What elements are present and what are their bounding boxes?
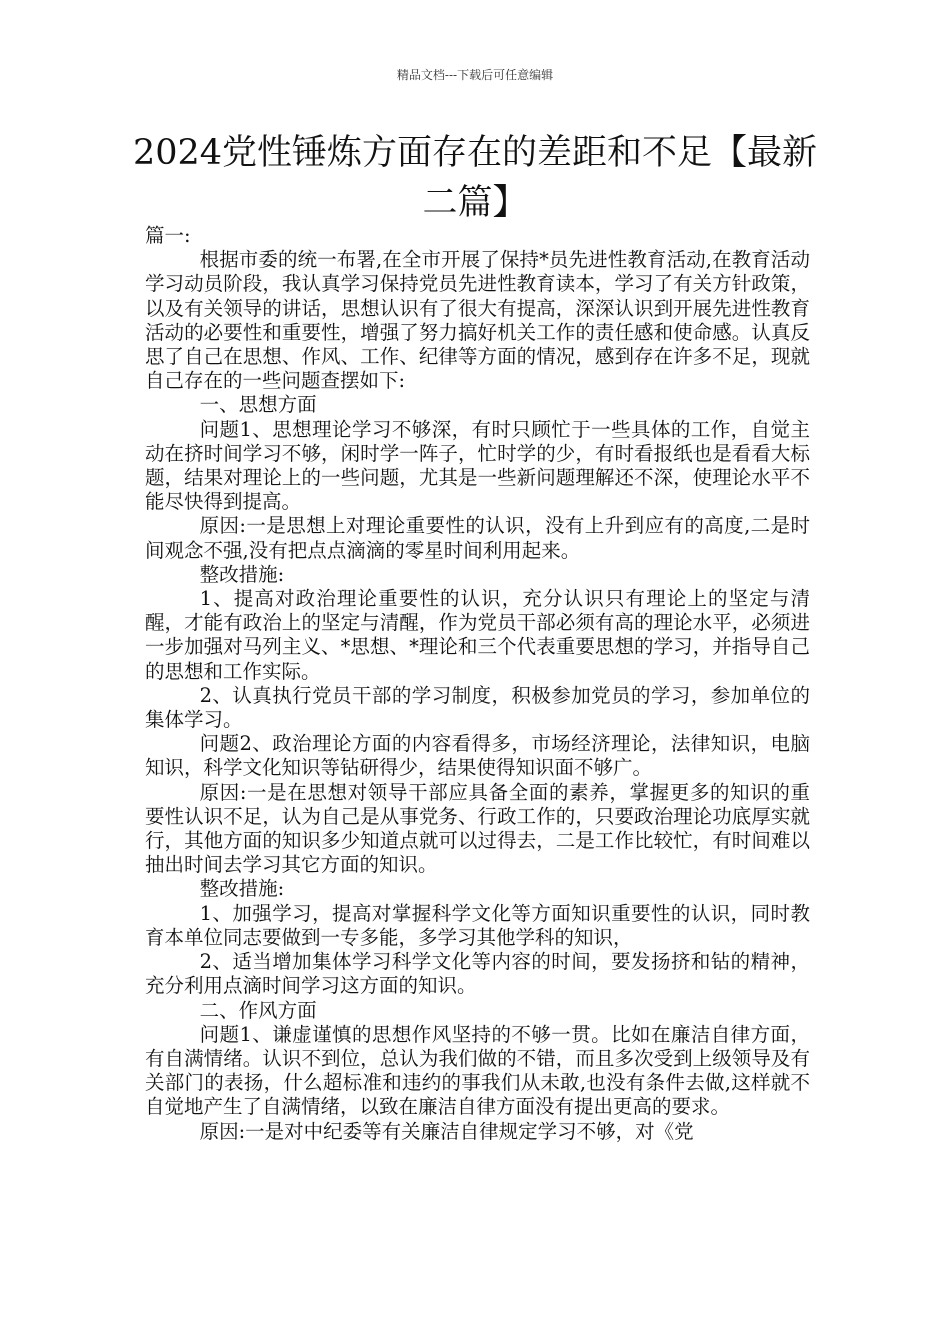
paragraph: 根据市委的统一布署,在全市开展了保持*员先进性教育活动,在教育活动学习动员阶段，我认真学习保持党员先进性教育读本，学习了有关方针政策，以及有关领导的讲话，思想认识有了很大有提高，深深认识到开展先进性教育活动的必要性和重要性，增强了努力搞好机关工作的责任感和使命感。认真反思了自己在思想、作风、工作、纪律等方面的情况，感到存在许多不足，现就自己存在的一些问题查摆如下: — [145, 248, 810, 393]
paragraph: 原因:一是对中纪委等有关廉洁自律规定学习不够，对《党 — [199, 1119, 694, 1143]
section-heading: 二、作风方面 — [199, 998, 317, 1022]
document-title: 2024党性锤炼方面存在的差距和不足【最新二篇】 — [132, 133, 818, 223]
paragraph: 问题1、思想理论学习不够深，有时只顾忙于一些具体的工作，自觉主动在挤时间学习不够，闲时学一阵子，忙时学的少，有时看报纸也是看看大标题，结果对理论上的一些问题，尤其是一些新问题理解还不深，使理论水平不能尽快得到提高。 — [145, 417, 810, 514]
section-heading: 一、思想方面 — [199, 393, 317, 417]
paragraph: 原因:一是思想上对理论重要性的认识，没有上升到应有的高度,二是时间观念不强,没有把点点滴滴的零星时间利用起来。 — [145, 514, 810, 562]
paragraph: 2、适当增加集体学习科学文化等内容的时间，要发扬挤和钻的精神，充分利用点滴时间学习这方面的知识。 — [145, 950, 810, 998]
paragraph: 2、认真执行党员干部的学习制度，积极参加党员的学习，参加单位的集体学习。 — [145, 683, 810, 732]
header-note: 精品文档---下载后可任意编辑 — [396, 68, 554, 82]
section-heading: 整改措施: — [199, 562, 285, 586]
section-label: 篇一: — [145, 224, 191, 247]
paragraph: 问题2、政治理论方面的内容看得多，市场经济理论，法律知识，电脑知识，科学文化知识等钻研得少，结果使得知识面不够广。 — [145, 732, 810, 780]
paragraph: 原因:一是在思想对领导干部应具备全面的素养，掌握更多的知识的重要性认识不足，认为自己是从事党务、行政工作的，只要政治理论功底厚实就行，其他方面的知识多少知道点就可以过得去，二是工作比较忙，有时间难以抽出时间去学习其它方面的知识。 — [145, 780, 810, 877]
document-body — [145, 224, 810, 1144]
paragraph: 1、加强学习，提高对掌握科学文化等方面知识重要性的认识，同时教育本单位同志要做到一专多能，多学习其他学科的知识， — [145, 901, 810, 949]
paragraph: 问题1、谦虚谨慎的思想作风坚持的不够一贯。比如在廉洁自律方面，有自满情绪。认识不到位，总认为我们做的不错，而且多次受到上级领导及有关部门的表扬，什么超标准和违约的事我们从未敢,也没有条件去做,这样就不自觉地产生了自满情绪，以致在廉洁自律方面没有提出更高的要求。 — [145, 1022, 810, 1119]
paragraph: 1、提高对政治理论重要性的认识，充分认识只有理论上的坚定与清醒，才能有政治上的坚定与清醒，作为党员干部必须有高的理论水平，必须进一步加强对马列主义、*思想、*理论和三个代表重要思想的学习，并指导自己的思想和工作实际。 — [145, 587, 810, 683]
section-heading: 整改措施: — [199, 877, 285, 901]
